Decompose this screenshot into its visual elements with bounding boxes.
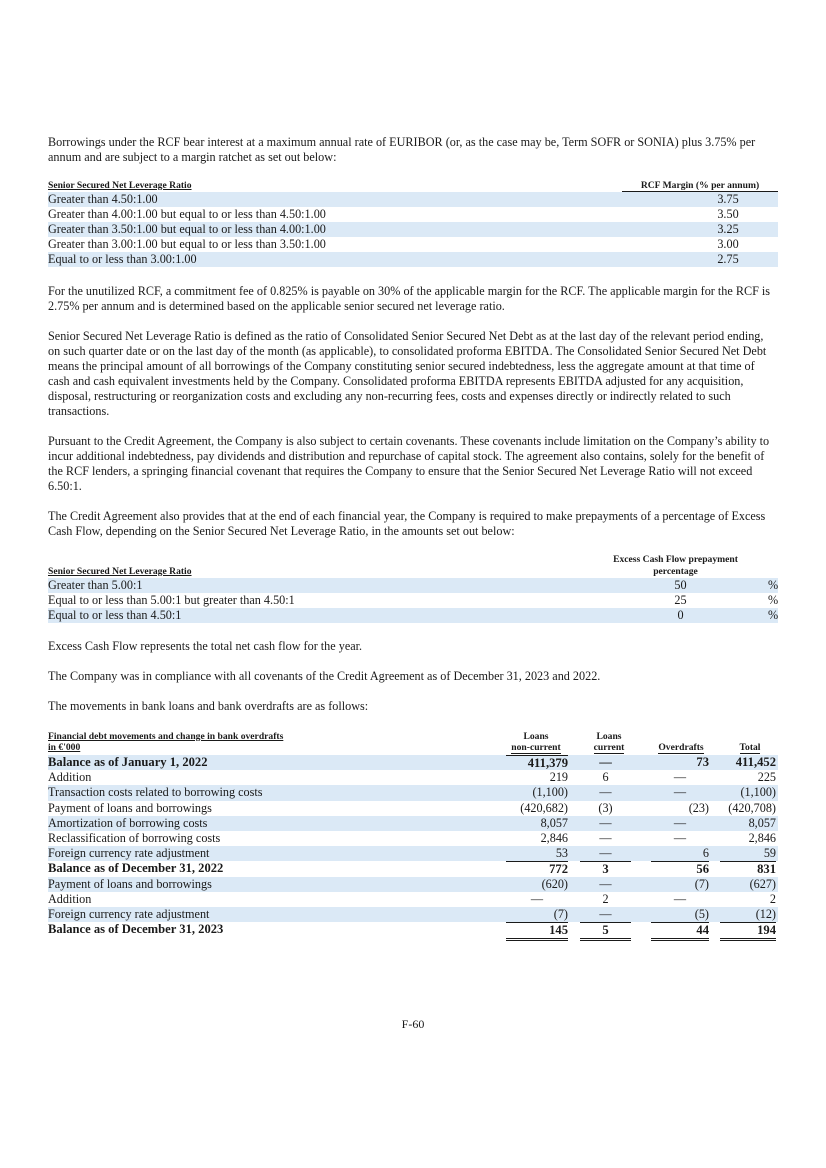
row-label: Foreign currency rate adjustment	[48, 906, 210, 921]
row-value: 3.50	[717, 207, 739, 221]
overdrafts-cell: (7)	[694, 876, 709, 891]
loans-current-cell: —	[599, 846, 612, 861]
row-label: Greater than 4.00:1.00 but equal to or less than 4.50:1.00	[48, 207, 326, 221]
leverage-definition-paragraph: Senior Secured Net Leverage Ratio is defined as the ratio of Consolidated Senior Secured Net Debt as at the last day of the relevant period ending, on such quarter date or on the last day of the month (as applicable), to consolidated proforma EBITDA. The Consolidated Senior Secured Net Debt means the principal amount of all borrowings of the Company constituting senior secured indebtedness, less the aggregate amount at that time of cash and cash equivalent investments held by the Company. Consolidated proforma EBITDA represents EBITDA adjusted for any acquisition, disposal, restructuring or reorganization costs and excluding any non-recurring fees, costs and expenses directly or indirectly related to such transactions.	[48, 329, 767, 418]
loans-non-current-cell: 145	[506, 922, 568, 941]
table-row	[48, 207, 778, 222]
header-line1: Loans	[523, 731, 549, 742]
row-label: Equal to or less than 5.00:1 but greater than 4.50:1	[48, 593, 295, 607]
leverage-ratio-header: Senior Secured Net Leverage Ratio	[48, 180, 192, 191]
overdrafts-cell: —	[673, 830, 687, 845]
row-label: Foreign currency rate adjustment	[48, 846, 210, 861]
overdrafts-cell: —	[673, 891, 687, 906]
row-label: Greater than 3.50:1.00 but equal to or less than 4.00:1.00	[48, 222, 326, 236]
row-value: 2.75	[717, 252, 739, 266]
table-row	[48, 816, 778, 831]
table-row	[48, 861, 778, 876]
row-value: 25	[674, 593, 687, 607]
loans-non-current-cell: 219	[549, 770, 568, 785]
debt-movements-table	[48, 729, 778, 937]
total-header	[720, 742, 780, 754]
prepayment-header-line2: percentage	[598, 566, 753, 579]
table-row	[48, 785, 778, 800]
row-label: Balance as of January 1, 2022	[48, 755, 208, 769]
page-number: F-60	[401, 1017, 425, 1031]
loans-non-current-cell: —	[530, 891, 544, 906]
row-label: Greater than 5.00:1	[48, 578, 143, 592]
loans-non-current-cell: (420,682)	[520, 800, 568, 815]
loans-current-cell: 2	[602, 891, 609, 906]
loans-current-cell: —	[599, 906, 612, 921]
overdrafts-cell: 56	[651, 861, 709, 877]
total-cell: 831	[720, 861, 776, 877]
table-row	[48, 252, 778, 267]
table-row	[48, 578, 778, 593]
table-header	[48, 729, 778, 755]
overdrafts-cell: —	[673, 815, 687, 830]
table-row	[48, 770, 778, 785]
movements-intro-paragraph: The movements in bank loans and bank overdrafts are as follows:	[48, 699, 369, 713]
header-line1: Loans	[596, 731, 622, 742]
rcf-margin-table	[48, 180, 778, 267]
row-label: Payment of loans and borrowings	[48, 876, 212, 891]
overdrafts-cell: 6	[702, 846, 709, 861]
loans-current-cell: —	[599, 755, 612, 769]
loans-current-cell: 5	[580, 922, 631, 941]
row-label: Balance as of December 31, 2022	[48, 861, 224, 876]
loans-current-cell: (3)	[598, 800, 613, 815]
row-value: 3.25	[717, 222, 739, 236]
total-cell: 225	[757, 770, 776, 785]
loans-non-current-cell: (7)	[553, 906, 568, 921]
total-cell: 411,452	[735, 755, 776, 769]
header-label: Total	[739, 742, 761, 753]
total-cell: (1,100)	[740, 785, 776, 800]
header-label: Overdrafts	[658, 742, 704, 753]
overdrafts-cell: 73	[696, 755, 709, 769]
table-row	[48, 907, 778, 922]
loans-non-current-cell: 772	[506, 861, 568, 877]
excess-cash-flow-intro-paragraph: The Credit Agreement also provides that at the end of each financial year, the Company is required to make prepayments of a percentage of Excess Cash Flow, depending on the Senior Secured Net Leverage Ratio, in the amounts set out below:	[48, 509, 766, 538]
row-label: Balance as of December 31, 2023	[48, 922, 224, 937]
leverage-ratio-header: Senior Secured Net Leverage Ratio	[48, 566, 192, 577]
table-row	[48, 593, 778, 608]
row-value: 0	[677, 608, 684, 622]
table-title-line2: in €'000	[48, 742, 81, 753]
total-cell: 194	[720, 922, 776, 941]
loans-current-cell: —	[599, 785, 612, 800]
table-header	[48, 180, 778, 192]
overdrafts-cell: —	[673, 770, 687, 785]
percent-sign: %	[768, 593, 779, 607]
total-cell: (12)	[755, 906, 776, 921]
overdrafts-cell: (23)	[688, 800, 709, 815]
row-value: 50	[674, 578, 687, 592]
loans-non-current-cell: (620)	[541, 876, 568, 891]
row-label: Equal to or less than 3.00:1.00	[48, 252, 197, 266]
table-row	[48, 237, 778, 252]
header-line2: non-current	[511, 742, 561, 753]
intro-paragraph: Borrowings under the RCF bear interest at a maximum annual rate of EURIBOR (or, as the case may be, Term SOFR or SONIA) plus 3.75% per annum and are subject to a margin ratchet as set out below:	[48, 135, 756, 164]
table-row	[48, 877, 778, 892]
loans-non-current-cell: 2,846	[540, 830, 568, 845]
table-row	[48, 222, 778, 237]
table-row	[48, 892, 778, 907]
loans-current-cell: —	[599, 815, 612, 830]
row-label: Greater than 3.00:1.00 but equal to or less than 3.50:1.00	[48, 237, 326, 251]
prepayment-header-line1: Excess Cash Flow prepayment	[613, 554, 738, 565]
loans-non-current-cell: (1,100)	[532, 785, 568, 800]
loans-non-current-cell: 411,379	[506, 755, 568, 771]
row-label: Reclassification of borrowing costs	[48, 830, 221, 845]
loans-current-cell: —	[599, 830, 612, 845]
ecf-definition-paragraph: Excess Cash Flow represents the total net cash flow for the year.	[48, 639, 363, 653]
compliance-paragraph: The Company was in compliance with all covenants of the Credit Agreement as of December 31, 2023 and 2022.	[48, 669, 601, 683]
loans-current-cell: —	[599, 876, 612, 891]
total-cell: 59	[763, 846, 776, 861]
table-header	[48, 554, 778, 578]
row-label: Greater than 4.50:1.00	[48, 192, 158, 206]
table-row	[48, 608, 778, 623]
table-title-line1: Financial debt movements and change in bank overdrafts	[48, 731, 284, 742]
overdrafts-cell: 44	[651, 922, 709, 941]
rcf-margin-header: RCF Margin (% per annum)	[622, 180, 778, 192]
commitment-fee-paragraph: For the unutilized RCF, a commitment fee of 0.825% is payable on 30% of the applicable margin for the RCF. The applicable margin for the RCF is 2.75% per annum and is determined based on the applicable senior secured net leverage ratio.	[48, 284, 771, 313]
table-title	[48, 731, 283, 753]
row-label: Equal to or less than 4.50:1	[48, 608, 182, 622]
document-page	[48, 135, 778, 937]
table-row	[48, 192, 778, 207]
row-label: Amortization of borrowing costs	[48, 815, 208, 830]
loans-current-header	[580, 731, 638, 754]
loans-non-current-header	[500, 731, 572, 754]
loans-non-current-cell: 8,057	[540, 815, 568, 830]
table-row	[48, 831, 778, 846]
row-label: Addition	[48, 770, 92, 785]
percent-sign: %	[768, 608, 779, 622]
row-value: 3.00	[717, 237, 739, 251]
overdrafts-header	[648, 742, 714, 754]
loans-non-current-cell: 53	[555, 846, 568, 861]
table-row	[48, 846, 778, 861]
total-cell: 2,846	[748, 830, 776, 845]
table-row	[48, 922, 778, 937]
row-label: Addition	[48, 891, 92, 906]
row-label: Payment of loans and borrowings	[48, 800, 212, 815]
total-cell: 8,057	[748, 815, 776, 830]
covenants-paragraph: Pursuant to the Credit Agreement, the Company is also subject to certain covenants. These covenants include limitation on the Company’s ability to incur additional indebtedness, pay dividends and distribution and repurchase of capital stock. The agreement also contains, solely for the benefit of the RCF lenders, a springing financial covenant that requires the Company to ensure that the Senior Secured Net Leverage Ratio will not exceed 6.50:1.	[48, 434, 770, 493]
row-value: 3.75	[717, 192, 739, 206]
table-row	[48, 755, 778, 770]
percent-sign: %	[768, 578, 779, 592]
overdrafts-cell: —	[673, 785, 687, 800]
total-cell: 2	[769, 891, 776, 906]
row-label: Transaction costs related to borrowing costs	[48, 785, 263, 800]
total-cell: (420,708)	[728, 800, 776, 815]
loans-current-cell: 3	[580, 861, 631, 877]
prepayment-header	[588, 554, 763, 579]
overdrafts-cell: (5)	[694, 906, 709, 921]
loans-current-cell: 6	[602, 770, 609, 785]
header-line2: current	[593, 742, 625, 753]
total-cell: (627)	[749, 876, 776, 891]
table-row	[48, 801, 778, 816]
excess-cash-flow-table	[48, 554, 778, 623]
